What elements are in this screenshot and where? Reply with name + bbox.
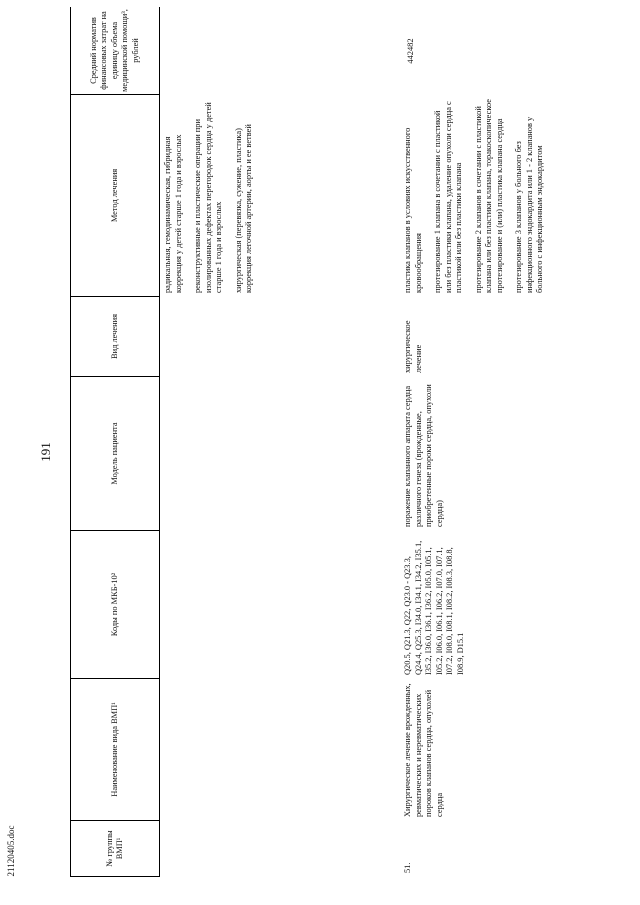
- header-treatment-type: Вид лечения: [70, 297, 160, 377]
- cont-group-no: [160, 821, 400, 877]
- row-group-no: 51.: [403, 862, 412, 873]
- row-vmp-name: Хирургическое лечение врожденных, ревматических и неревматических пороков клапанов сердца, опухолей сердца: [403, 683, 444, 817]
- cont-cost: [160, 7, 400, 95]
- rotated-table-container: [70, 7, 640, 877]
- document-id: 21120405.doc: [6, 825, 16, 877]
- method-item: хирургическая (перевязка, сужение, пластика) коррекция легочной артерии, аорты и ее ветвей: [233, 124, 253, 293]
- row-cost: 442482: [406, 38, 415, 64]
- header-icd-codes: Коды по МКБ-10²: [70, 531, 160, 679]
- header-group-no: № группы ВМП¹: [70, 821, 160, 877]
- method-item: протезирование 2 клапанов в сочетании с пластикой клапана или без пластики клапана, торакоскопическое протезирование и (или) пластика клапана сердца: [473, 99, 504, 293]
- method-item: пластика клапанов в условиях искусственного кровообращения: [403, 127, 423, 293]
- cont-icd-codes: [160, 531, 400, 679]
- cont-treatment-methods: [160, 95, 400, 297]
- row-icd-codes: Q20.5, Q21.3, Q22, Q23.0 - Q23.3, Q24.4, Q25.3, I34.0, I34.1, I34.2, I35.1, I35.2, I36.0, I36.1, I36.2, I05.0, I05.1, I05.2, I06.0, I06.1, I06.2, I07.0, I07.1, I07.2, I08.0, I08.1, I08.2, I08.3, I08.8, I08.9, D15.1: [403, 540, 465, 675]
- vmp-table: [70, 7, 640, 877]
- page-number: 191: [38, 442, 53, 462]
- cont-vmp-name: [160, 679, 400, 821]
- header-cost-standard: Средний норматив финансовых затрат на единицу объема медицинской помощи³, рублей: [70, 7, 160, 95]
- method-item: протезирование 1 клапана в сочетании с пластикой или без пластики клапана, удаление опухоли сердца с пластикой или без пластики клапана: [433, 101, 463, 293]
- row-patient-model: поражение клапанного аппарата сердца различного генеза (врожденные, приобретенные пороки сердца, опухоли сердца): [403, 384, 444, 527]
- header-patient-model: Модель пациента: [70, 377, 160, 531]
- method-item: радикальная, гемодинамическая, гибридная коррекция у детей старше 1 года и взрослых: [163, 134, 183, 293]
- row-treatment-methods: [400, 95, 640, 297]
- row-treatment-type: хирургическое лечение: [403, 320, 423, 373]
- header-treatment-method: Метод лечения: [70, 95, 160, 297]
- cont-treatment-type: [160, 297, 400, 377]
- method-item: протезирование 3 клапанов у больного без инфекционного эндокардита или 1 - 2 клапанов у больного с инфекционным эндокардитом: [514, 116, 544, 293]
- cont-patient-model: [160, 377, 400, 531]
- header-vmp-name: Наименование вида ВМП¹: [70, 679, 160, 821]
- method-item: реконструктивные и пластические операции при изолированных дефектах перегородок сердца у детей старше 1 года и взрослых: [193, 102, 223, 293]
